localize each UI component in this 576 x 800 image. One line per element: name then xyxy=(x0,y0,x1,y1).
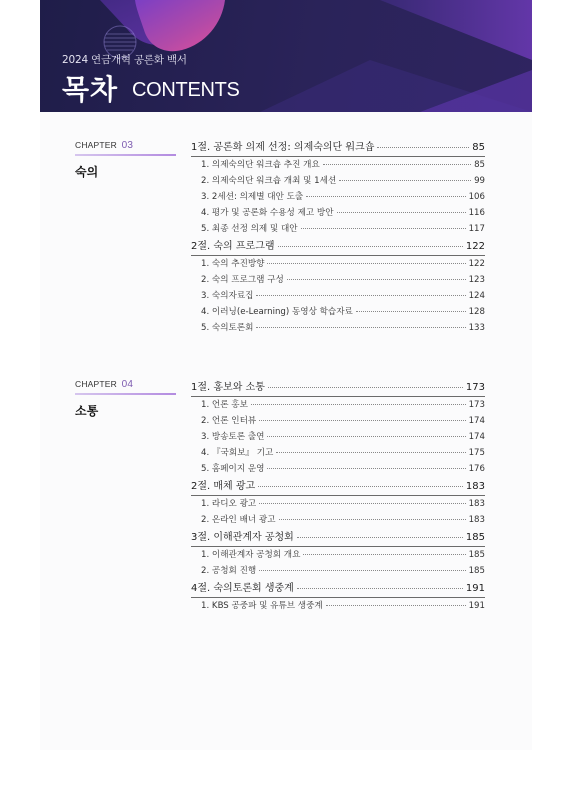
item-title: 1. 언론 홍보 xyxy=(201,400,248,410)
toc-section xyxy=(191,140,485,237)
toc-item[interactable] xyxy=(191,413,485,429)
chapter-03-toc xyxy=(191,140,485,338)
toc-section-row[interactable] xyxy=(191,530,485,546)
toc-item[interactable] xyxy=(191,205,485,221)
leader-dots xyxy=(301,228,466,229)
toc-item[interactable] xyxy=(191,397,485,413)
chapter-rule xyxy=(75,393,176,395)
toc-item[interactable] xyxy=(191,461,485,477)
leader-dots xyxy=(267,263,465,264)
item-title: 2. 언론 인터뷰 xyxy=(201,416,257,426)
section-page: 122 xyxy=(465,241,485,252)
section-title: 3절. 이해관계자 공청회 xyxy=(191,532,294,543)
leader-dots xyxy=(259,570,465,571)
item-page: 176 xyxy=(468,464,485,474)
item-title: 3. 숙의자료집 xyxy=(201,291,254,301)
section-page: 183 xyxy=(465,481,485,492)
leader-dots xyxy=(326,605,466,606)
chapter-rule xyxy=(75,154,176,156)
item-title: 1. 이해관계자 공청회 개요 xyxy=(201,550,301,560)
chapter-04-heading xyxy=(75,378,176,419)
item-title: 5. 최종 선정 의제 및 대안 xyxy=(201,224,298,234)
page-title: 목차 xyxy=(62,73,119,106)
toc-section-row[interactable] xyxy=(191,239,485,255)
section-title: 1절. 공론화 의제 선정: 의제숙의단 워크숍 xyxy=(191,142,375,153)
page-title-english: CONTENTS xyxy=(132,79,240,101)
toc-item[interactable] xyxy=(191,547,485,563)
toc-item[interactable] xyxy=(191,157,485,173)
toc-item[interactable] xyxy=(191,445,485,461)
item-title: 3. 2세션: 의제별 대안 도출 xyxy=(201,192,304,202)
leader-dots xyxy=(337,212,466,213)
section-title: 2절. 매체 광고 xyxy=(191,481,256,492)
report-subtitle: 2024 연금개혁 공론화 백서 xyxy=(62,54,187,66)
toc-item[interactable] xyxy=(191,272,485,288)
toc-item[interactable] xyxy=(191,256,485,272)
leader-dots xyxy=(268,387,463,388)
item-title: 5. 숙의토론회 xyxy=(201,323,254,333)
page-sheet xyxy=(40,0,532,750)
item-title: 2. 숙의 프로그램 구성 xyxy=(201,275,284,285)
toc-section xyxy=(191,530,485,579)
item-title: 2. 공청회 진행 xyxy=(201,566,257,576)
leader-dots xyxy=(339,180,471,181)
chapter-04-toc xyxy=(191,380,485,616)
chapter-label: CHAPTER xyxy=(75,140,118,150)
toc-item[interactable] xyxy=(191,304,485,320)
leader-dots xyxy=(287,279,466,280)
leader-dots xyxy=(256,327,465,328)
section-page: 173 xyxy=(465,382,485,393)
toc-item[interactable] xyxy=(191,563,485,579)
leader-dots xyxy=(377,147,469,148)
section-page: 85 xyxy=(472,142,485,153)
toc-section-row[interactable] xyxy=(191,380,485,396)
item-title: 3. 방송토론 출연 xyxy=(201,432,265,442)
section-title: 2절. 숙의 프로그램 xyxy=(191,241,275,252)
item-page: 183 xyxy=(468,499,485,509)
toc-section xyxy=(191,581,485,614)
leader-dots xyxy=(267,436,465,437)
leader-dots xyxy=(251,404,466,405)
item-page: 173 xyxy=(468,400,485,410)
item-page: 174 xyxy=(468,432,485,442)
leader-dots xyxy=(278,246,463,247)
toc-item[interactable] xyxy=(191,429,485,445)
toc-item[interactable] xyxy=(191,598,485,614)
leader-dots xyxy=(267,468,465,469)
toc-item[interactable] xyxy=(191,512,485,528)
toc-item[interactable] xyxy=(191,288,485,304)
item-title: 2. 의제숙의단 워크숍 개최 및 1세션 xyxy=(201,176,337,186)
chapter-name: 숙의 xyxy=(75,165,99,179)
section-title: 1절. 홍보와 소통 xyxy=(191,382,265,393)
toc-section-row[interactable] xyxy=(191,140,485,156)
item-page: 185 xyxy=(468,566,485,576)
item-title: 5. 홈페이지 운영 xyxy=(201,464,265,474)
toc-item[interactable] xyxy=(191,320,485,336)
chapter-number: 04 xyxy=(121,379,134,390)
item-page: 191 xyxy=(468,601,485,611)
leader-dots xyxy=(297,537,463,538)
chapter-03-heading xyxy=(75,139,176,180)
toc-section xyxy=(191,239,485,336)
leader-dots xyxy=(297,588,463,589)
leader-dots xyxy=(356,311,466,312)
toc-item[interactable] xyxy=(191,496,485,512)
item-page: 128 xyxy=(468,307,485,317)
section-page: 191 xyxy=(465,583,485,594)
leader-dots xyxy=(303,554,465,555)
leader-dots xyxy=(276,452,465,453)
chapter-number: 03 xyxy=(121,140,134,151)
item-page: 174 xyxy=(468,416,485,426)
item-title: 1. 라디오 광고 xyxy=(201,499,257,509)
leader-dots xyxy=(306,196,465,197)
toc-section-row[interactable] xyxy=(191,479,485,495)
item-title: 4. 『국회보』 기고 xyxy=(201,448,274,458)
toc-item[interactable] xyxy=(191,189,485,205)
item-page: 124 xyxy=(468,291,485,301)
toc-item[interactable] xyxy=(191,173,485,189)
leader-dots xyxy=(258,486,463,487)
chapter-label: CHAPTER xyxy=(75,379,118,389)
leader-dots xyxy=(256,295,465,296)
item-page: 133 xyxy=(468,323,485,333)
leader-dots xyxy=(259,503,465,504)
item-page: 106 xyxy=(468,192,485,202)
item-title: 2. 온라인 배너 광고 xyxy=(201,515,276,525)
toc-section-row[interactable] xyxy=(191,581,485,597)
item-page: 123 xyxy=(468,275,485,285)
item-title: 1. 의제숙의단 워크숍 추진 개요 xyxy=(201,160,320,170)
item-page: 185 xyxy=(468,550,485,560)
item-title: 4. 평가 및 공론화 수용성 제고 방안 xyxy=(201,208,334,218)
toc-section xyxy=(191,380,485,477)
section-page: 185 xyxy=(465,532,485,543)
header-banner xyxy=(40,0,532,112)
item-page: 183 xyxy=(468,515,485,525)
item-page: 99 xyxy=(474,176,485,186)
item-title: 4. 이러닝(e-Learning) 동영상 학습자료 xyxy=(201,307,353,317)
chapter-name: 소통 xyxy=(75,404,99,418)
section-title: 4절. 숙의토론회 생중계 xyxy=(191,583,294,594)
item-title: 1. 숙의 추진방향 xyxy=(201,259,265,269)
item-page: 85 xyxy=(474,160,485,170)
item-title: 1. KBS 공중파 및 유튜브 생중계 xyxy=(201,601,323,611)
leader-dots xyxy=(323,164,471,165)
item-page: 122 xyxy=(468,259,485,269)
item-page: 117 xyxy=(468,224,485,234)
item-page: 175 xyxy=(468,448,485,458)
toc-section xyxy=(191,479,485,528)
toc-item[interactable] xyxy=(191,221,485,237)
leader-dots xyxy=(279,519,466,520)
leader-dots xyxy=(259,420,465,421)
item-page: 116 xyxy=(468,208,485,218)
